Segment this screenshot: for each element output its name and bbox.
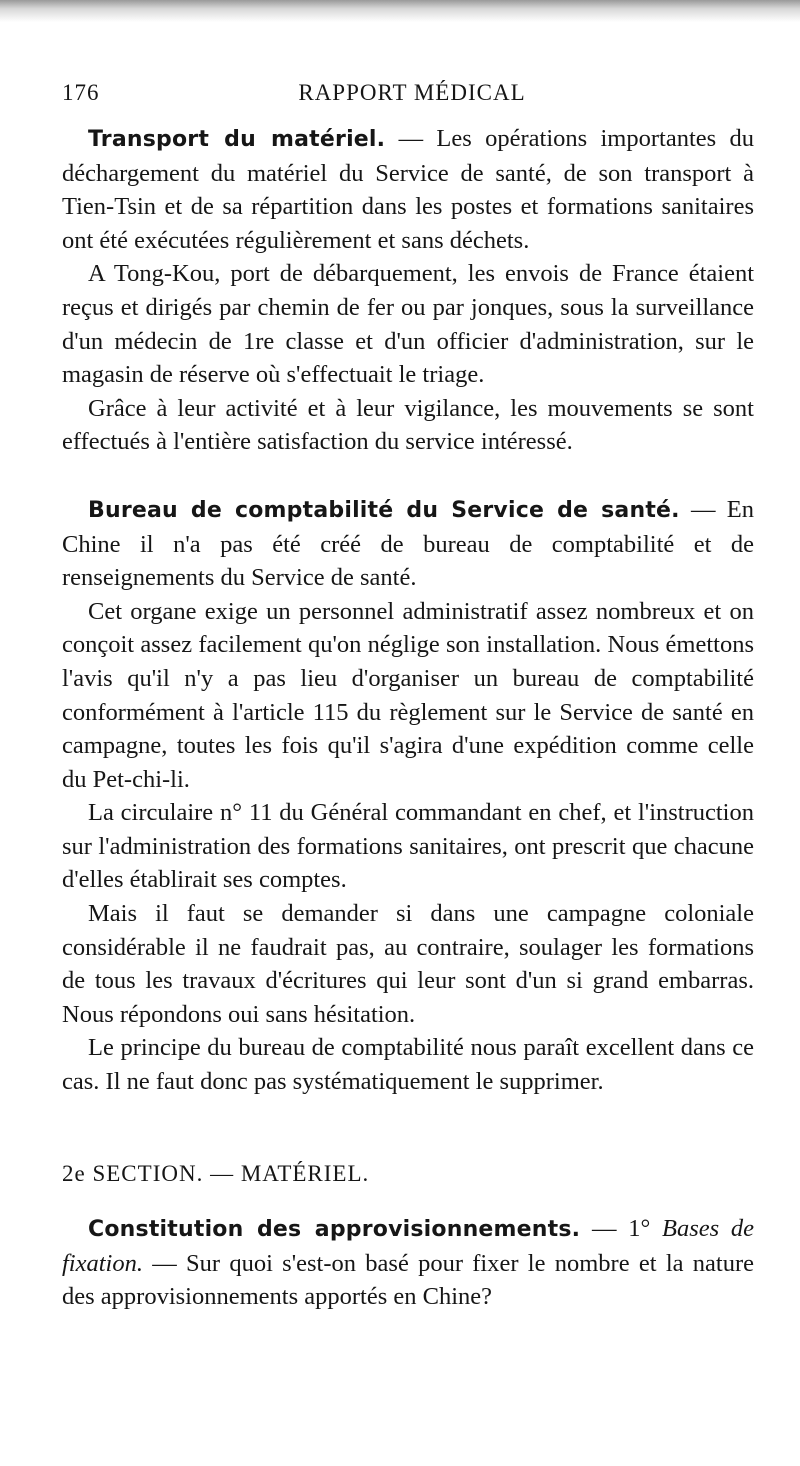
bureau-paragraph-4: Mais il faut se demander si dans une campagne coloniale considérable il ne faudrait pas, au contraire, soulager les formations de tous les travaux d'écritures qui leur sont d'un si grand embarras. Nous répondons oui sans hésitation.	[62, 900, 754, 1028]
document-page	[62, 0, 762, 1466]
section-2-title: 2e SECTION. — MATÉRIEL.	[62, 1160, 370, 1186]
running-title: RAPPORT MÉDICAL	[298, 80, 526, 105]
bureau-heading: Bureau de comptabilité du Service de santé.	[88, 497, 680, 523]
bureau-paragraph-1	[62, 493, 754, 595]
transport-heading: Transport du matériel.	[88, 127, 386, 152]
constitution-heading: Constitution des approvisionnements.	[88, 1217, 581, 1243]
transport-text-1: — Les opérations importantes du déchargement du matériel du Service de santé, de son transport à Tien-Tsin et de sa répartition dans les postes et formations sanitaires ont été exécutées régulièrement et sans déchets.	[62, 125, 754, 254]
constitution-paragraph	[62, 1212, 754, 1314]
constitution-text: — Sur quoi s'est-on basé pour fixer le nombre et la nature des approvisionnements apportés en Chine?	[62, 1249, 754, 1311]
bureau-text-1: — En Chine il n'a pas été créé de bureau de comptabilité et de renseignements du Service de santé.	[62, 495, 755, 592]
body-text	[62, 122, 754, 1314]
bases-de-fixation-subheading: Bases de fixation.	[62, 1215, 754, 1277]
bureau-paragraph-3: La circulaire n° 11 du Général commandant en chef, et l'instruction sur l'administration des formations sanitaires, ont prescrit que chacune d'elles établirait ses comptes.	[62, 799, 754, 894]
transport-paragraph-1	[62, 122, 754, 257]
bureau-paragraph-5: Le principe du bureau de comptabilité nous paraît excellent dans ce cas. Il ne faut donc pas systématiquement le supprimer.	[62, 1034, 754, 1096]
page-number: 176	[62, 80, 100, 105]
transport-paragraph-2: A Tong-Kou, port de débarquement, les envois de France étaient reçus et dirigés par chemin de fer ou par jonques, sous la surveillance d'un médecin de 1re classe et d'un officier d'administration, sur le magasin de réserve où s'effectuait le triage.	[62, 260, 754, 389]
constitution-lead: — 1°	[591, 1215, 662, 1243]
transport-paragraph-3: Grâce à leur activité et à leur vigilance, les mouvements se sont effectués à l'entière satisfaction du service intéressé.	[62, 394, 754, 456]
bureau-paragraph-2: Cet organe exige un personnel administratif assez nombreux et on conçoit assez facilement qu'on néglige son installation. Nous émettons l'avis qu'il n'y a pas lieu d'organiser un bureau de comptabilité conformément à l'article 115 du règlement sur le Service de santé en campagne, toutes les fois qu'il s'agira d'une expédition comme celle du Pet-chi-li.	[62, 597, 754, 793]
running-header	[62, 80, 762, 110]
